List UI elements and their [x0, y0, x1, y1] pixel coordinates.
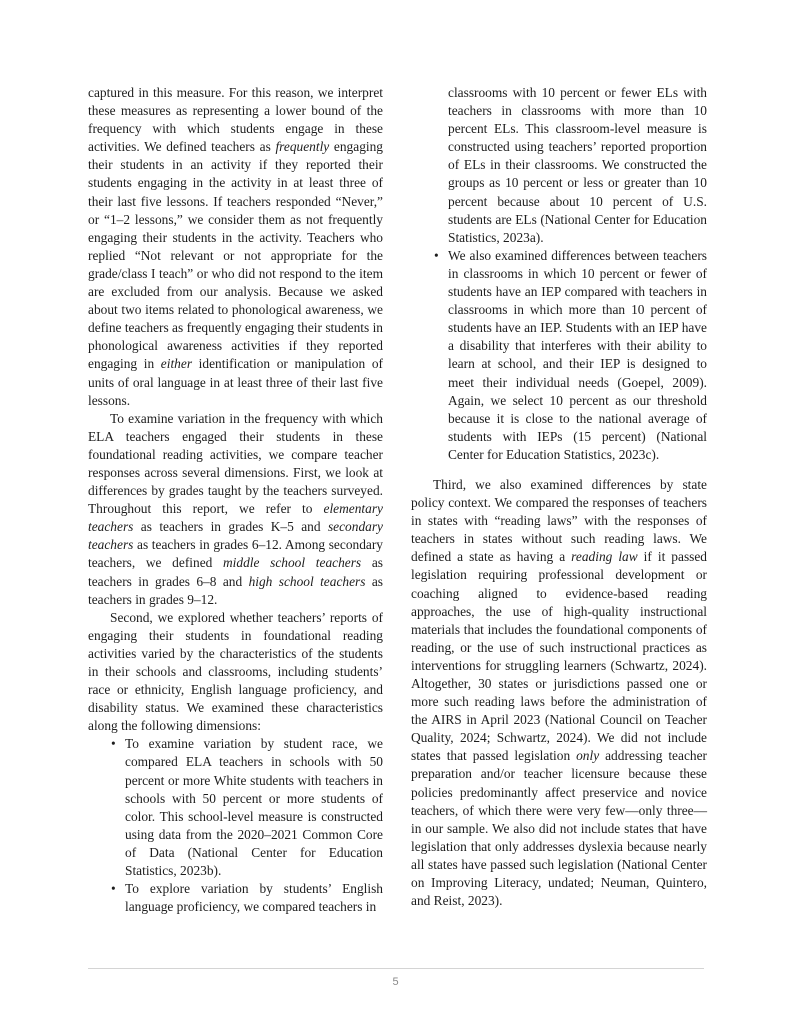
paragraph-state-policy: Third, we also examined differences by state policy context. We compared the responses of teachers in states with “reading laws” with the responses of teachers in states without such reading laws. We defined a state as having a reading law if it passed legislation requiring professional development or coaching aligned to evidence-based reading approaches, the use of high-quality instructional materials that includes the foundational components of reading, or the use of such instructional practices as interventions for struggling learners (Schwartz, 2024). Altogether, 30 states or jurisdictions passed one or more such reading laws before the administration of the AIRS in April 2023 (National Council on Teacher Quality, 2024; Schwartz, 2024). We did not include states that passed legislation only addressing teacher preparation and/or teacher licensure because these policies predominantly affect preservice and novice teachers, of which there were very few—only three—in our sample. We also did not include states that have legislation that only addresses dyslexia because nearly all states have passed such legislation (National Center on Improving Literacy, undated; Neuman, Quintero, and Reist, 2023).: [411, 476, 708, 909]
paragraph-frequency-definition: captured in this measure. For this reason, we interpret these measures as representing a lower bound of the frequency with which students engage in these activities. We defined teachers as frequently engaging their students in an activity if they reported their students engaging in the activity in at least three of their last five lessons. If teachers responded “Never,” or “1–2 lessons,” we consider them as not frequently engaging their students in the activity. Teachers who replied “Not relevant or not appropriate for the grade/class I teach” or who did not respond to the item are excluded from our analysis. Because we asked about two items related to phonological awareness, we define teachers as frequently engaging their students in phonological awareness activities if they reported engaging in either identification or manipulation of units of oral language in at least three of their last five lessons.: [88, 85, 383, 408]
dimensions-list: [111, 735, 383, 916]
footer-divider: [88, 968, 704, 969]
page-number: 5: [392, 976, 399, 988]
list-item: • To examine variation by student race, we compared ELA teachers in schools with 50 percent or more White students with teachers in schools with 50 percent or more students of color. This school-level measure is constructed using data from the 2020–2021 Common Core of Data (National Center for Education Statistics, 2023b).: [111, 736, 383, 879]
right-column: [411, 84, 707, 910]
bullet-icon: •: [111, 736, 116, 752]
paragraph-student-characteristics: Second, we explored whether teachers’ reports of engaging their students in foundational reading activities varied by the characteristics of the students in their schools and classrooms, including students’ race or ethnicity, English language proficiency, and disability status. We examined these characteristics along the following dimensions:: [88, 609, 383, 734]
list-item: • We also examined differences between teachers in classrooms in which 10 percent or fewer of students have an IEP compared with teachers in classrooms in which more than 10 percent of students have an IEP. Students with an IEP have a disability that interferes with their ability to learn at school, and their IEP is designed to meet their individual needs (Goepel, 2009). Again, we select 10 percent as our threshold because it is close to the national average of students with IEPs (15 percent) (National Center for Education Statistics, 2023c).: [434, 247, 707, 462]
bullet-icon: •: [111, 881, 116, 897]
paragraph-variation-grades: To examine variation in the frequency with which ELA teachers engaged their students in these foundational reading activities, we compare teacher responses across several dimensions. First, we look at differences by grades taught by the teachers surveyed. Throughout this report, we refer to elementary teachers as teachers in grades K–5 and secondary teachers as teachers in grades 6–12. Among secondary teachers, we defined middle school teachers as teachers in grades 6–8 and high school teachers as teachers in grades 9–12.: [88, 410, 384, 607]
left-column: [88, 84, 383, 916]
dimensions-list-continued: [434, 247, 707, 464]
list-item: • To explore variation by students’ English language proficiency, we compared teachers in: [111, 881, 383, 915]
bullet-icon: •: [434, 247, 439, 263]
list-item-continuation: classrooms with 10 percent or fewer ELs with teachers in classrooms with more than 10 percent ELs. This classroom-level measure is constructed using teachers’ reported proportion of ELs in their classrooms. We constructed the groups as 10 percent or less or greater than 10 percent because about 10 percent of U.S. students are ELs (National Center for Education Statistics, 2023a).: [448, 85, 707, 245]
